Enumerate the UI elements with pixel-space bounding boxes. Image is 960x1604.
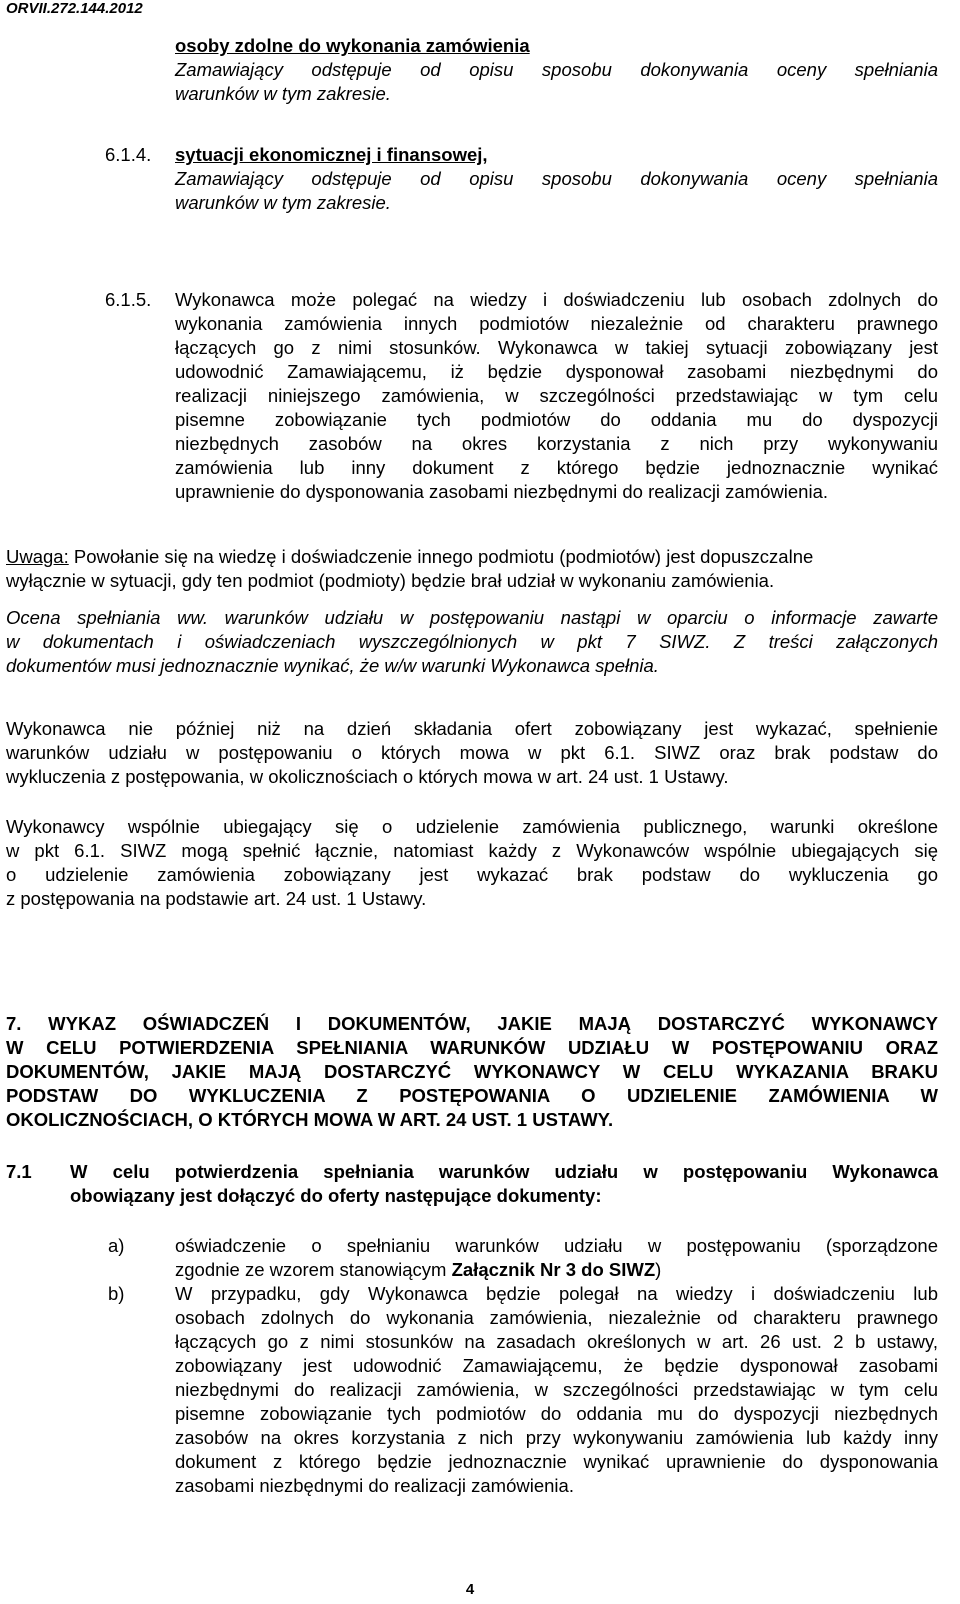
section-title: sytuacji ekonomicznej i finansowej, (175, 144, 488, 165)
list-line: oświadczenie o spełnianiu warunków udziału w postępowaniu (sporządzone (175, 1235, 938, 1256)
list-label-a: a) (108, 1235, 125, 1256)
section-text-line: warunków w tym zakresie. (175, 192, 391, 213)
list-text: ) (655, 1259, 662, 1280)
list-line: dokument z którego będzie jednoznacznie wynikać uprawnienie do dysponowania (175, 1451, 938, 1472)
paragraph-line: udowodnić Zamawiającemu, iż będzie dysponował zasobami niezbędnymi do (175, 361, 938, 382)
note-text: Powołanie się na wiedzę i doświadczenie innego podmiotu (podmiotów) jest dopuszczalne (73, 546, 814, 567)
list-item-b (175, 1282, 938, 1498)
paragraph-line: w dokumentach i oświadczeniach wyszczególnionych w pkt 7 SIWZ. Z treści załączonych (6, 631, 938, 652)
paragraph-line: Wykonawca nie później niż na dzień składania ofert zobowiązany jest wykazać, spełnienie (6, 718, 938, 739)
heading-line: PODSTAW DO WYKLUCZENIA Z POSTĘPOWANIA O UDZIELENIE ZAMÓWIENIA W (6, 1085, 938, 1106)
section-6-1-5 (175, 288, 938, 504)
section-7-heading (6, 1012, 938, 1132)
list-line: niezbędnymi do realizacji zamówienia, w szczególności przedstawiając w tym celu (175, 1379, 938, 1400)
list-line: łączących go z nimi stosunków na zasadach określonych w art. 26 ust. 2 b ustawy, (175, 1331, 938, 1352)
deadline-paragraph (6, 717, 938, 789)
list-item-a (175, 1234, 938, 1282)
note-paragraph (6, 545, 938, 593)
section-7-1 (70, 1160, 938, 1208)
paragraph-line: Ocena spełniania ww. warunków udziału w postępowaniu nastąpi w oparciu o informacje zawarte (6, 607, 938, 628)
joint-bidders-paragraph (6, 815, 938, 911)
paragraph-line: pisemne zobowiązanie tych podmiotów do oddania mu do dyspozycji (175, 409, 938, 430)
paragraph-line: Wykonawcy wspólnie ubiegający się o udzielenie zamówienia publicznego, warunki określone (6, 816, 938, 837)
paragraph-line: dokumentów musi jednoznacznie wynikać, że w/w warunki Wykonawca spełnia. (6, 655, 659, 676)
paragraph-line: zamówienia lub inny dokument z którego będzie jednoznacznie wynikać (175, 457, 938, 478)
list-label-b: b) (108, 1283, 125, 1304)
paragraph-line: wykonania zamówienia innych podmiotów niezależnie od charakteru prawnego (175, 313, 938, 334)
paragraph-line: realizacji niniejszego zamówienia, w szczególności przedstawiając w tym celu (175, 385, 938, 406)
paragraph-line: z postępowania na podstawie art. 24 ust. 1 Ustawy. (6, 888, 427, 909)
paragraph-line: warunków udziału w postępowaniu o których mowa w pkt 6.1. SIWZ oraz brak podstaw do (6, 742, 938, 763)
list-text: zgodnie ze wzorem stanowiącym (175, 1259, 452, 1280)
paragraph-line: w pkt 6.1. SIWZ mogą spełnić łącznie, natomiast każdy z Wykonawców wspólnie ubiegających się (6, 840, 938, 861)
list-line: osobach zdolnych do wykonania zamówienia, niezależnie od charakteru prawnego (175, 1307, 938, 1328)
list-line: pisemne zobowiązanie tych podmiotów do oddania mu do dyspozycji niezbędnych (175, 1403, 938, 1424)
paragraph-line: wykluczenia z postępowania, w okolicznościach o których mowa w art. 24 ust. 1 Ustawy. (6, 766, 729, 787)
note-line: wyłącznie w sytuacji, gdy ten podmiot (podmioty) będzie brał udział w wykonaniu zamówienia. (6, 570, 775, 591)
section-number: 7.1 (6, 1161, 32, 1182)
section-number: 6.1.4. (105, 144, 152, 165)
paragraph-line: uprawnienie do dysponowania zasobami niezbędnymi do realizacji zamówienia. (175, 481, 829, 502)
section-6-1-4 (175, 143, 938, 215)
list-line (175, 1258, 938, 1282)
attachment-reference: Załącznik Nr 3 do SIWZ (451, 1259, 656, 1280)
heading-line: W CELU POTWIERDZENIA SPEŁNIANIA WARUNKÓW UDZIAŁU W POSTĘPOWANIU ORAZ (6, 1037, 938, 1058)
heading-line: DOKUMENTÓW, JAKIE MAJĄ DOSTARCZYĆ WYKONAWCY W CELU WYKAZANIA BRAKU (6, 1061, 938, 1082)
paragraph-line: łączących go z nimi stosunków. Wykonawca w takiej sytuacji zobowiązany jest (175, 337, 938, 358)
heading-line: 7. WYKAZ OŚWIADCZEŃ I DOKUMENTÓW, JAKIE MAJĄ DOSTARCZYĆ WYKONAWCY (6, 1013, 938, 1034)
section-number: 6.1.5. (105, 289, 152, 310)
section-text-line: Zamawiający odstępuje od opisu sposobu dokonywania oceny spełniania (175, 168, 938, 189)
note-line (6, 545, 938, 569)
paragraph-line: o udzielenie zamówienia zobowiązany jest wykazać brak podstaw do wykluczenia go (6, 864, 938, 885)
heading-line: OKOLICZNOŚCIACH, O KTÓRYCH MOWA W ART. 24 UST. 1 USTAWY. (6, 1109, 614, 1130)
list-line: W przypadku, gdy Wykonawca będzie polegał na wiedzy i doświadczeniu lub (175, 1283, 938, 1304)
paragraph-line: Wykonawca może polegać na wiedzy i doświadczeniu lub osobach zdolnych do (175, 289, 938, 310)
paragraph-line: niezbędnych zasobów na okres korzystania z nich przy wykonywaniu (175, 433, 938, 454)
section-title: osoby zdolne do wykonania zamówienia (175, 35, 530, 56)
document-code: ORVII.272.144.2012 (6, 0, 143, 17)
list-line: zasobami niezbędnymi do realizacji zamówienia. (175, 1475, 574, 1496)
section-text-line: obowiązany jest dołączyć do oferty następujące dokumenty: (70, 1185, 602, 1206)
page-number: 4 (465, 1581, 475, 1598)
assessment-paragraph (6, 606, 938, 678)
list-line: zasobów na okres korzystania z nich przy wykonywaniu zamówienia lub każdy inny (175, 1427, 938, 1448)
note-label: Uwaga: (6, 546, 69, 567)
section-text-line: W celu potwierdzenia spełniania warunków udziału w postępowaniu Wykonawca (70, 1161, 938, 1182)
section-6-1-3 (175, 34, 938, 106)
list-line: zobowiązany jest udowodnić Zamawiającemu, że będzie dysponował zasobami (175, 1355, 938, 1376)
section-text-line: Zamawiający odstępuje od opisu sposobu dokonywania oceny spełniania (175, 59, 938, 80)
section-text-line: warunków w tym zakresie. (175, 83, 391, 104)
